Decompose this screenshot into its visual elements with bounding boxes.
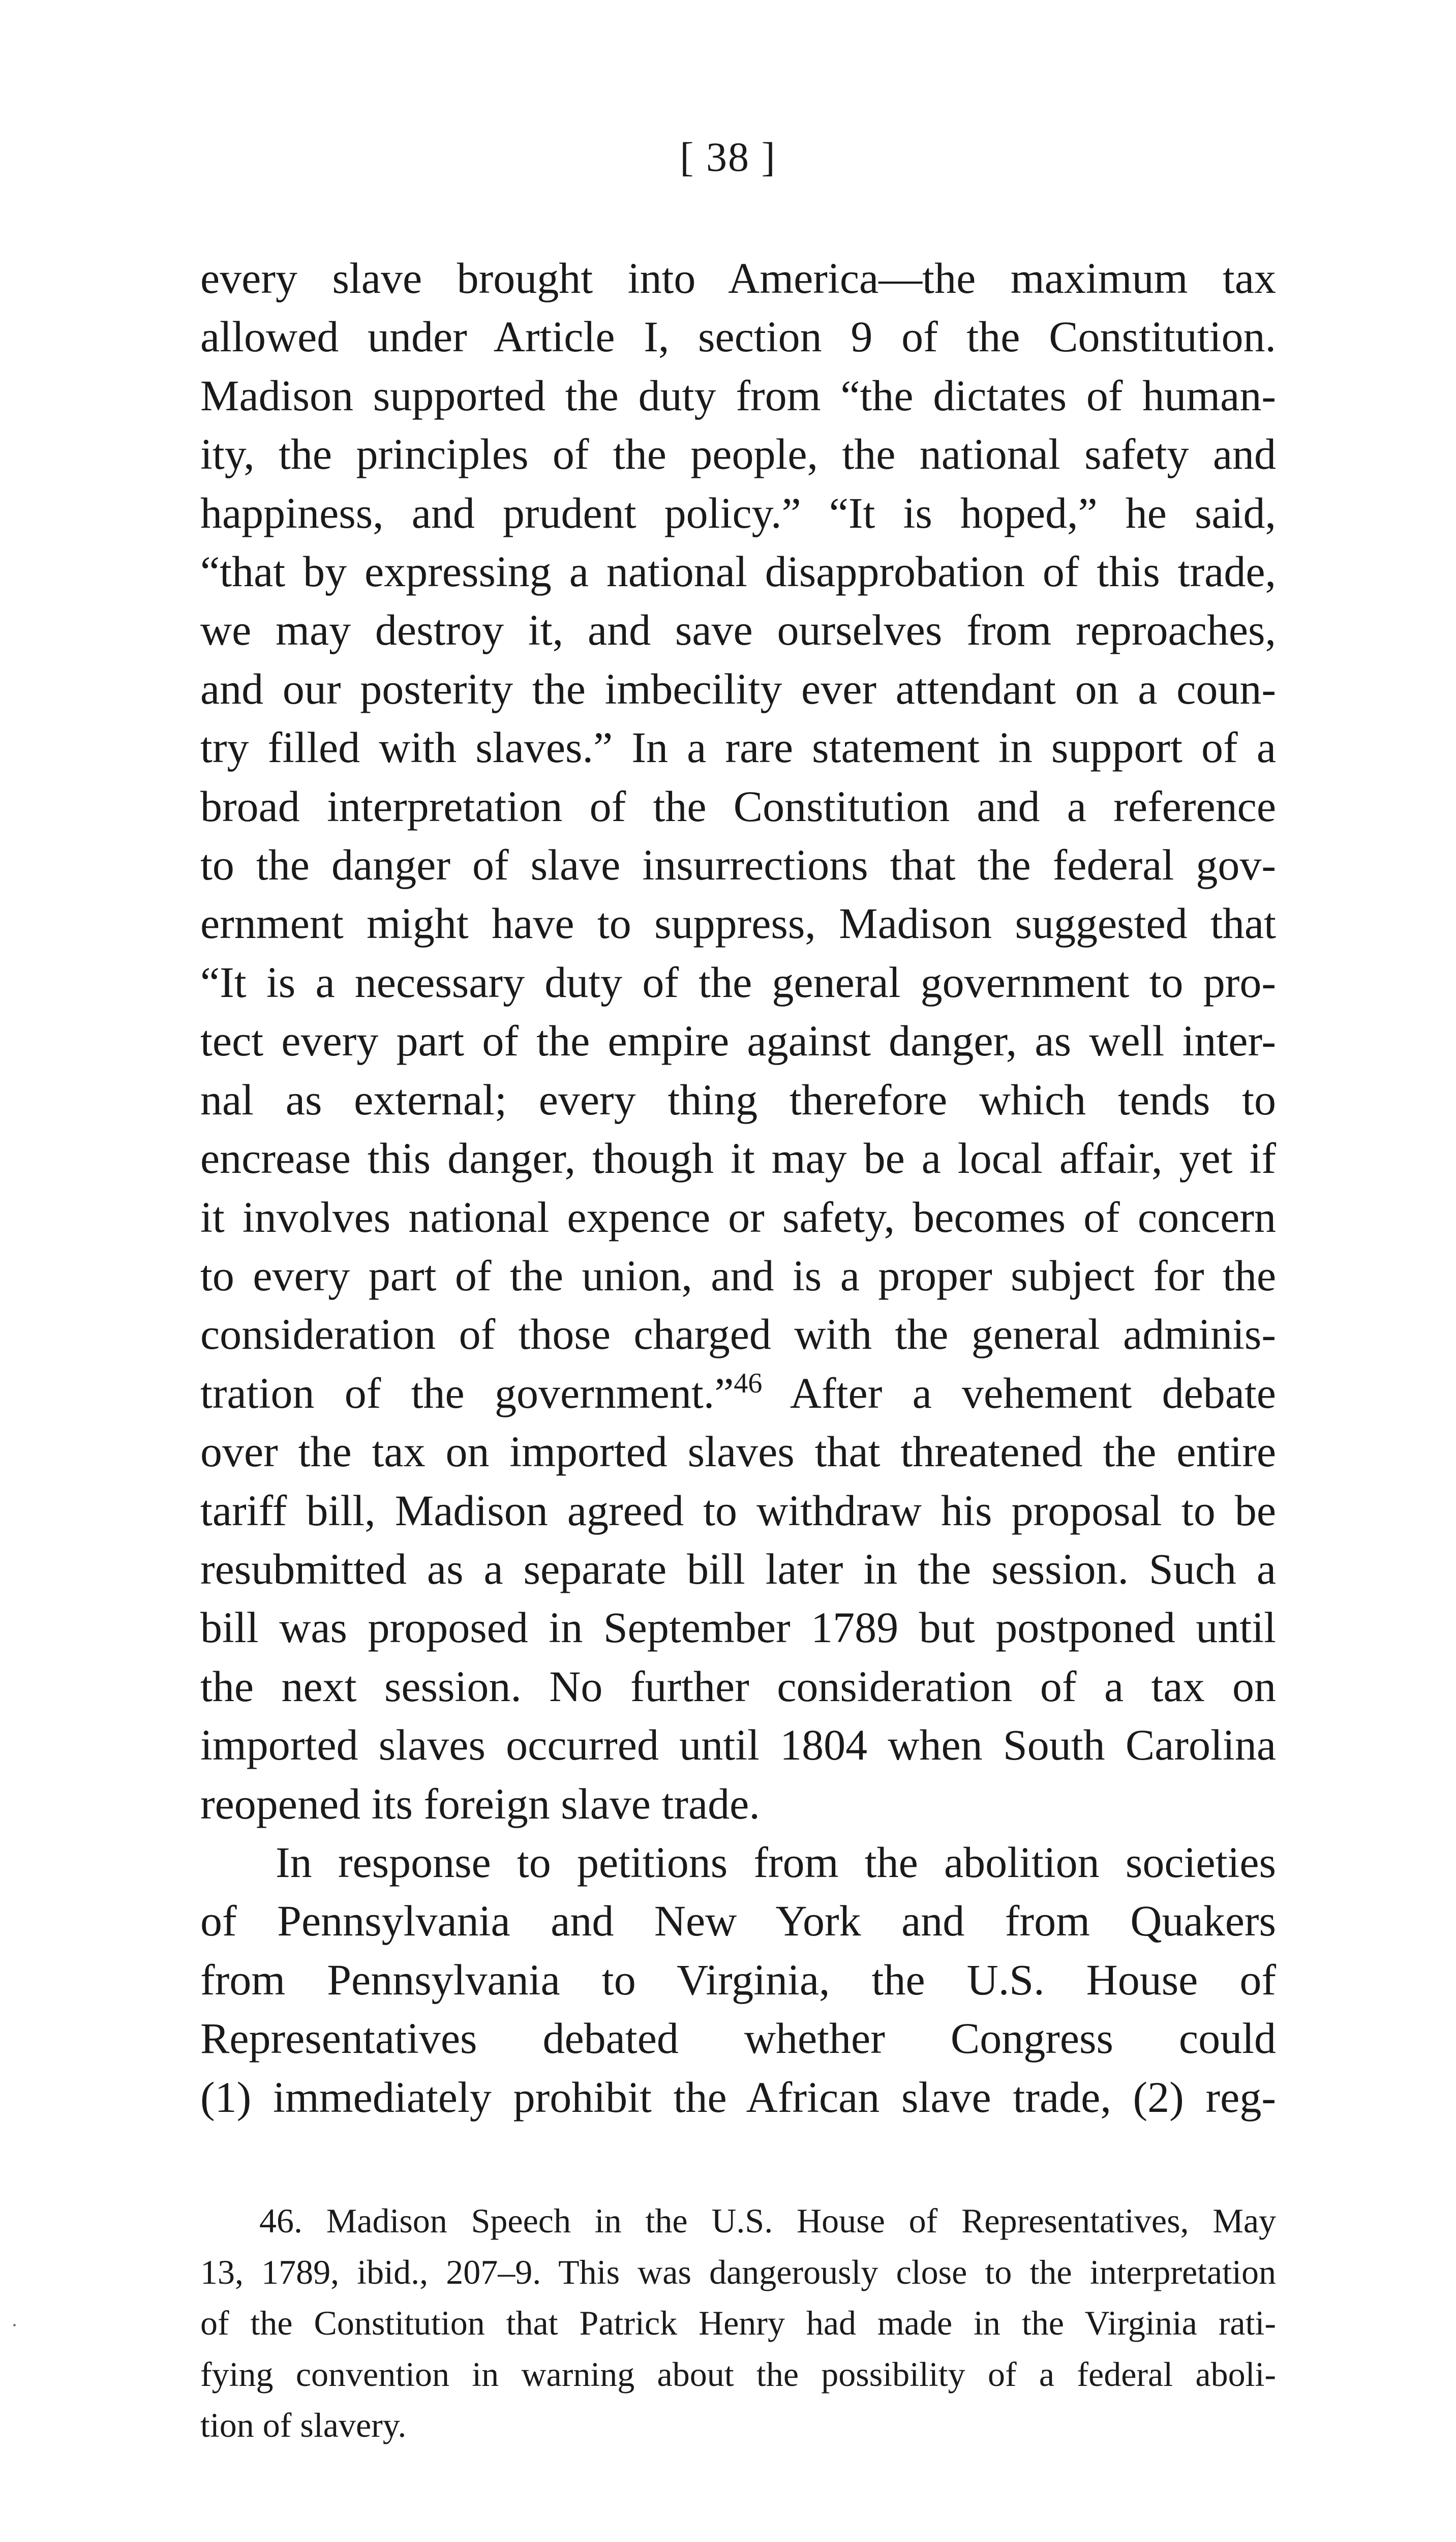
body-line: resubmitted as a separate bill later in the session. Such a xyxy=(200,1544,1276,1593)
footnote-line: fying convention in warning about the possibility of a federal aboli- xyxy=(200,2354,1276,2394)
body-line: from Pennsylvania to Virginia, the U.S. House of xyxy=(200,1955,1276,2004)
body-line: to the danger of slave insurrections that the federal gov- xyxy=(200,840,1276,890)
body-line: consideration of those charged with the general adminis- xyxy=(200,1310,1276,1359)
margin-speck xyxy=(13,2324,16,2326)
page-number: [ 38 ] xyxy=(680,134,776,180)
footnote-line: tion of slavery. xyxy=(200,2406,407,2444)
body-line: every slave brought into America—the maximum tax xyxy=(200,254,1276,302)
body-line: Madison supported the duty from “the dictates of human- xyxy=(200,371,1276,420)
body-line: to every part of the union, and is a proper subject for the xyxy=(200,1251,1276,1300)
body-line: tect every part of the empire against danger, as well inter- xyxy=(200,1016,1276,1066)
footnote-line: 13, 1789, ibid., 207–9. This was dangerously close to the interpretation xyxy=(200,2252,1276,2291)
body-line: “that by expressing a national disapprobation of this trade, xyxy=(200,547,1276,596)
body-line: we may destroy it, and save ourselves from reproaches, xyxy=(200,606,1276,655)
body-line: reopened its foreign slave trade. xyxy=(200,1779,760,1828)
body-line-text: tration of the government.” xyxy=(200,1368,734,1417)
body-line-text: After a vehement debate xyxy=(762,1368,1276,1417)
body-line: encrease this danger, though it may be a local affair, yet if xyxy=(200,1134,1276,1183)
body-line: allowed under Article I, section 9 of the Constitution. xyxy=(200,312,1276,361)
body-line: tariff bill, Madison agreed to withdraw his proposal to be xyxy=(200,1486,1276,1535)
footnote-reference[interactable]: 46 xyxy=(734,1367,763,1399)
body-line: try filled with slaves.” In a rare statement in support of a xyxy=(200,723,1276,772)
body-line: ernment might have to suppress, Madison suggested that xyxy=(200,899,1276,948)
body-line: ity, the principles of the people, the national safety and xyxy=(200,430,1276,479)
footnote-line: 46. Madison Speech in the U.S. House of Representatives, May xyxy=(259,2201,1276,2240)
body-line: the next session. No further consideration of a tax on xyxy=(200,1661,1276,1711)
body-line: nal as external; every thing therefore which tends to xyxy=(200,1075,1276,1124)
body-line: bill was proposed in September 1789 but postponed until xyxy=(200,1603,1276,1652)
body-line: imported slaves occurred until 1804 when South Carolina xyxy=(200,1720,1276,1770)
body-text xyxy=(200,249,1276,2127)
footnotes xyxy=(200,2195,1276,2451)
body-line: Representatives debated whether Congress could xyxy=(200,2014,1276,2063)
body-line: broad interpretation of the Constitution and a reference xyxy=(200,781,1276,831)
footnote-line: of the Constitution that Patrick Henry had made in the Virginia rati- xyxy=(200,2304,1276,2342)
body-line: “It is a necessary duty of the general government to pro- xyxy=(200,957,1276,1007)
body-line: over the tax on imported slaves that threatened the entire xyxy=(200,1427,1276,1476)
body-line: it involves national expence or safety, becomes of concern xyxy=(200,1192,1276,1242)
paragraph-first-line: In response to petitions from the abolition societies xyxy=(276,1837,1276,1887)
body-line-with-footnote xyxy=(200,1364,1276,1423)
body-line: of Pennsylvania and New York and from Quakers xyxy=(200,1896,1276,1946)
body-line: and our posterity the imbecility ever attendant on a coun- xyxy=(200,664,1276,713)
body-line: happiness, and prudent policy.” “It is hoped,” he said, xyxy=(200,488,1276,537)
body-line: (1) immediately prohibit the African slave trade, (2) reg- xyxy=(200,2072,1276,2122)
